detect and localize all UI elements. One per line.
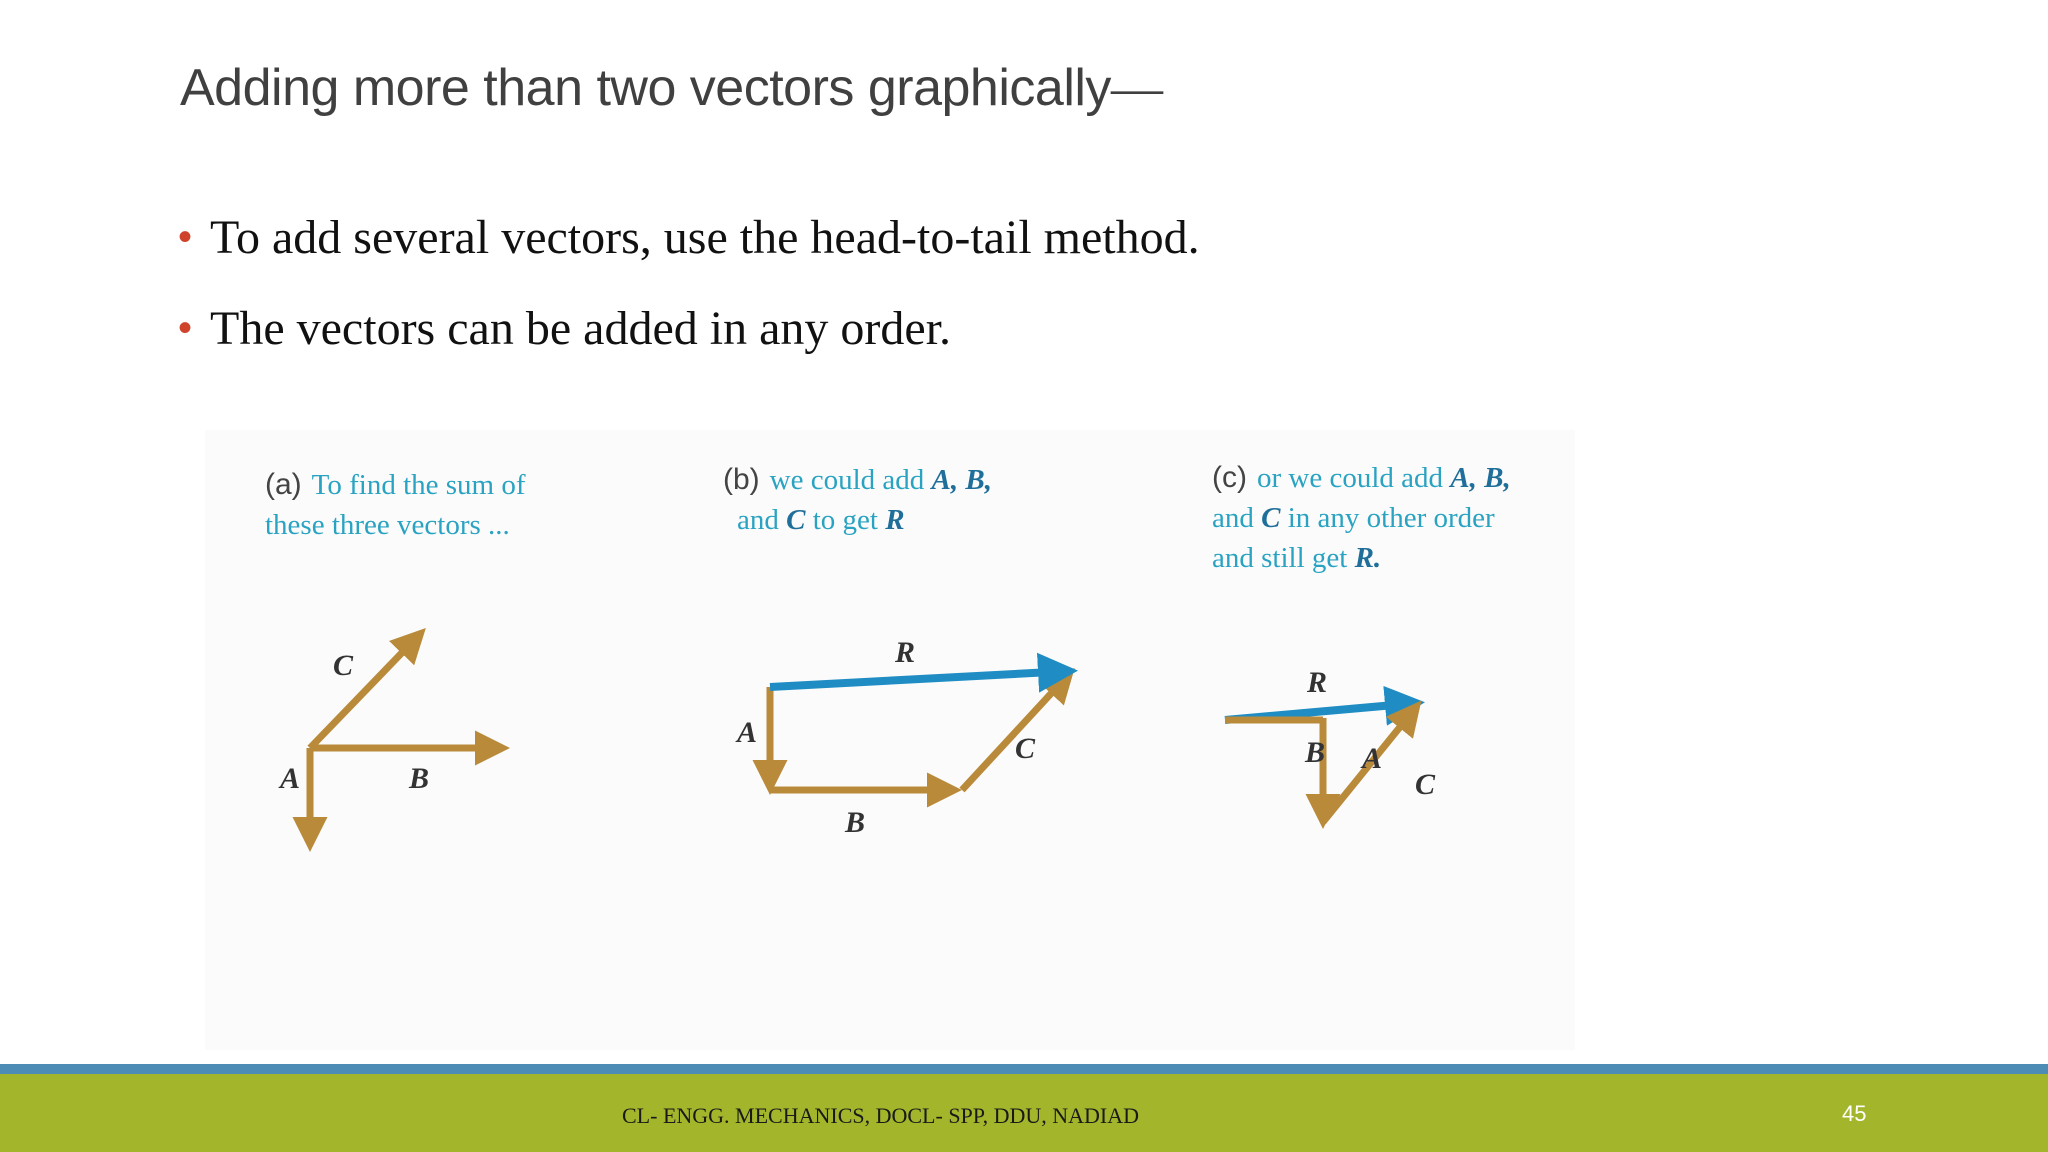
caption-line: these three vectors ... — [265, 509, 510, 541]
caption-line: or we could add — [1256, 462, 1451, 494]
vector-c-arrow — [310, 633, 421, 748]
label-c: C — [1015, 732, 1036, 765]
caption-line: To find the sum of — [311, 469, 526, 501]
caption-line: and still get — [1212, 542, 1355, 574]
label-b: B — [409, 762, 430, 795]
caption-line: and — [1212, 502, 1262, 534]
caption-line: in any other order — [1280, 502, 1495, 534]
label-a: A — [1362, 742, 1383, 775]
caption-line: to get — [805, 504, 886, 536]
caption-resultant: R — [885, 504, 905, 536]
bullet-item — [178, 210, 1200, 301]
label-c: C — [1415, 768, 1436, 801]
caption-tag: (b) — [723, 463, 760, 496]
caption-tag: (a) — [265, 468, 302, 501]
caption-vectors: C — [1261, 502, 1281, 534]
panel-b-diagram — [735, 636, 1070, 839]
bullet-dot: • — [178, 215, 193, 259]
bullet-dot: • — [178, 306, 193, 350]
caption-resultant: R. — [1354, 542, 1382, 574]
vector-diagrams — [205, 430, 1575, 1050]
label-b: B — [1305, 736, 1326, 769]
caption-vectors: A, B, — [931, 464, 992, 496]
label-b: B — [845, 806, 866, 839]
caption-vectors: A, B, — [1450, 462, 1511, 494]
footer-divider — [0, 1064, 2048, 1074]
bullet-list — [178, 210, 1200, 392]
label-r: R — [1307, 666, 1328, 699]
caption-line: we could add — [769, 464, 932, 496]
page-number: 45 — [1842, 1101, 1867, 1126]
vector-addition-figure — [205, 430, 1575, 1050]
label-r: R — [895, 636, 916, 669]
vector-r-arrow — [770, 671, 1070, 687]
caption-tag: (c) — [1212, 461, 1247, 494]
title-dash: — — [1110, 60, 1163, 117]
footer-text: CL- ENGG. MECHANICS, DOCL- SPP, DDU, NADIAD — [622, 1103, 1140, 1128]
panel-a-diagram — [278, 633, 503, 845]
bullet-item — [178, 301, 1200, 392]
label-a: A — [280, 762, 301, 795]
label-a: A — [737, 716, 758, 749]
bullet-text: To add several vectors, use the head-to-tail method. — [210, 211, 1200, 264]
caption-vectors: C — [786, 504, 806, 536]
caption-line: and — [737, 504, 787, 536]
panel-c-diagram — [1225, 666, 1436, 822]
slide-title-text: Adding more than two vectors graphically — [180, 59, 1111, 117]
label-c: C — [333, 649, 354, 682]
bullet-text: The vectors can be added in any order. — [210, 302, 952, 355]
slide-title — [180, 58, 1162, 118]
